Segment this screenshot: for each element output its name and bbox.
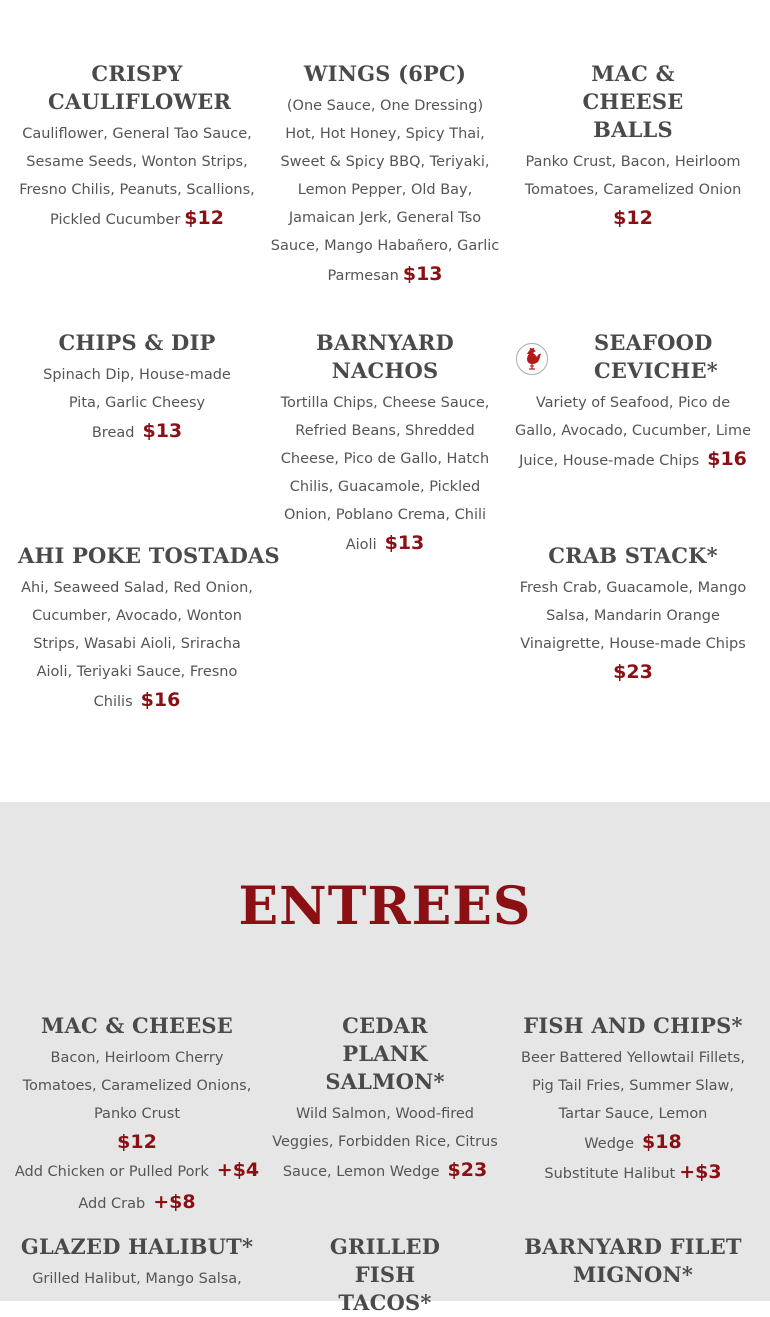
item-price: $12	[117, 1131, 157, 1153]
addon-price: +$3	[679, 1161, 722, 1183]
item-name: CHIPS & DIP	[58, 330, 216, 355]
addon-label: Add Chicken or Pulled Pork	[14, 1164, 209, 1180]
item-price: $16	[140, 689, 181, 711]
item-desc: Hot, Hot Honey, Spicy Thai, Sweet & Spicy BBQ, Teriyaki, Lemon Pepper, Old Bay,	[280, 126, 490, 198]
entree-grilled-fish-tacos	[266, 1233, 504, 1317]
item-note: (One Sauce, One Dressing)	[286, 98, 484, 114]
menu-item-barnyard-nachos	[266, 329, 504, 559]
item-desc: Spinach Dip, House-made Pita, Garlic Cheesy Bread	[43, 367, 231, 441]
menu-item-seafood-ceviche	[514, 329, 752, 475]
addon-crab	[14, 1188, 260, 1220]
addon-chicken-pork	[14, 1156, 260, 1188]
item-desc: Fresh Crab, Guacamole, Mango Salsa, Mandarin Orange Vinaigrette, House-made Chips	[519, 580, 747, 652]
item-price: $13	[402, 263, 443, 285]
item-desc: Beer Battered Yellowtail Fillets, Pig Tail Fries, Summer Slaw, Tartar Sauce, Lemon Wedge	[521, 1050, 745, 1152]
entree-barnyard-filet-mignon	[514, 1233, 752, 1289]
item-desc: Tortilla Chips, Cheese Sauce, Refried Beans, Shredded Cheese, Pico de Gallo, Hatch Chilis, Guacamole, Pickled Onion, Poblano Crema, Chili Aioli	[280, 395, 490, 553]
item-name: BARNYARD FILET MIGNON*	[524, 1234, 742, 1287]
addon-price: +$4	[216, 1159, 260, 1181]
item-price: $23	[613, 661, 653, 683]
item-desc: Bacon, Heirloom Cherry Tomatoes, Caramelized Onions, Panko Crust	[22, 1050, 252, 1122]
menu-item-chips-dip	[18, 329, 256, 447]
entree-fish-and-chips	[512, 1012, 754, 1190]
menu-item-crab-stack	[514, 542, 752, 686]
item-desc: Cauliflower, General Tao Sauce, Sesame Seeds, Wonton Strips, Fresno Chilis, Peanuts, Scallions, Pickled Cucumber	[19, 126, 255, 228]
menu-item-wings	[266, 60, 504, 290]
item-price: $12	[184, 207, 224, 229]
entree-cedar-plank-salmon	[266, 1012, 504, 1186]
item-price: $23	[447, 1159, 488, 1181]
item-price: $13	[384, 532, 425, 554]
item-name: GRILLED FISH TACOS*	[329, 1234, 441, 1315]
addon-halibut	[512, 1158, 754, 1190]
item-desc: Ahi, Seaweed Salad, Red Onion, Cucumber, Avocado, Wonton Strips, Wasabi Aioli, Sriracha Aioli, Teriyaki Sauce, Fresno Chilis	[21, 580, 253, 710]
item-desc: Variety of Seafood, Pico de Gallo, Avocado, Cucumber, Lime Juice, House-made Chips	[514, 395, 751, 469]
item-name: MAC & CHEESE BALLS	[582, 61, 684, 142]
item-name: CRISPY CAULIFLOWER	[48, 61, 232, 114]
item-name: GLAZED HALIBUT*	[20, 1234, 254, 1259]
addon-label: Substitute Halibut	[544, 1166, 676, 1182]
menu-item-mac-cheese-balls	[514, 60, 752, 232]
menu-item-crispy-cauliflower	[18, 60, 256, 234]
entree-glazed-halibut	[18, 1233, 256, 1293]
item-name: CEDAR PLANK SALMON*	[325, 1013, 445, 1094]
item-desc: Grilled Halibut, Mango Salsa,	[32, 1271, 242, 1287]
item-desc: Panko Crust, Bacon, Heirloom Tomatoes, Caramelized Onion	[524, 154, 742, 198]
item-price: $13	[142, 420, 183, 442]
item-name: AHI POKE TOSTADAS	[18, 543, 280, 568]
item-desc-2: Jamaican Jerk, General Tso Sauce, Mango Habañero, Garlic Parmesan	[270, 210, 500, 284]
menu-item-ahi-poke-tostadas	[18, 542, 280, 716]
item-desc: Wild Salmon, Wood-fired Veggies, Forbidden Rice, Citrus Sauce, Lemon Wedge	[272, 1106, 498, 1180]
item-price: $12	[613, 207, 653, 229]
entrees-title: ENTREES	[238, 876, 532, 937]
item-name: WINGS (6PC)	[303, 61, 467, 86]
addon-price: +$8	[153, 1191, 196, 1213]
addon-label: Add Crab	[78, 1196, 146, 1212]
item-name: CRAB STACK*	[548, 543, 718, 568]
item-price: $16	[707, 448, 747, 470]
item-name: SEAFOOD CEVICHE*	[594, 330, 718, 383]
entree-mac-cheese	[14, 1012, 260, 1220]
item-name: BARNYARD NACHOS	[316, 330, 454, 383]
item-name: MAC & CHEESE	[41, 1013, 233, 1038]
item-price: $18	[642, 1131, 682, 1153]
item-name: FISH AND CHIPS*	[523, 1013, 743, 1038]
